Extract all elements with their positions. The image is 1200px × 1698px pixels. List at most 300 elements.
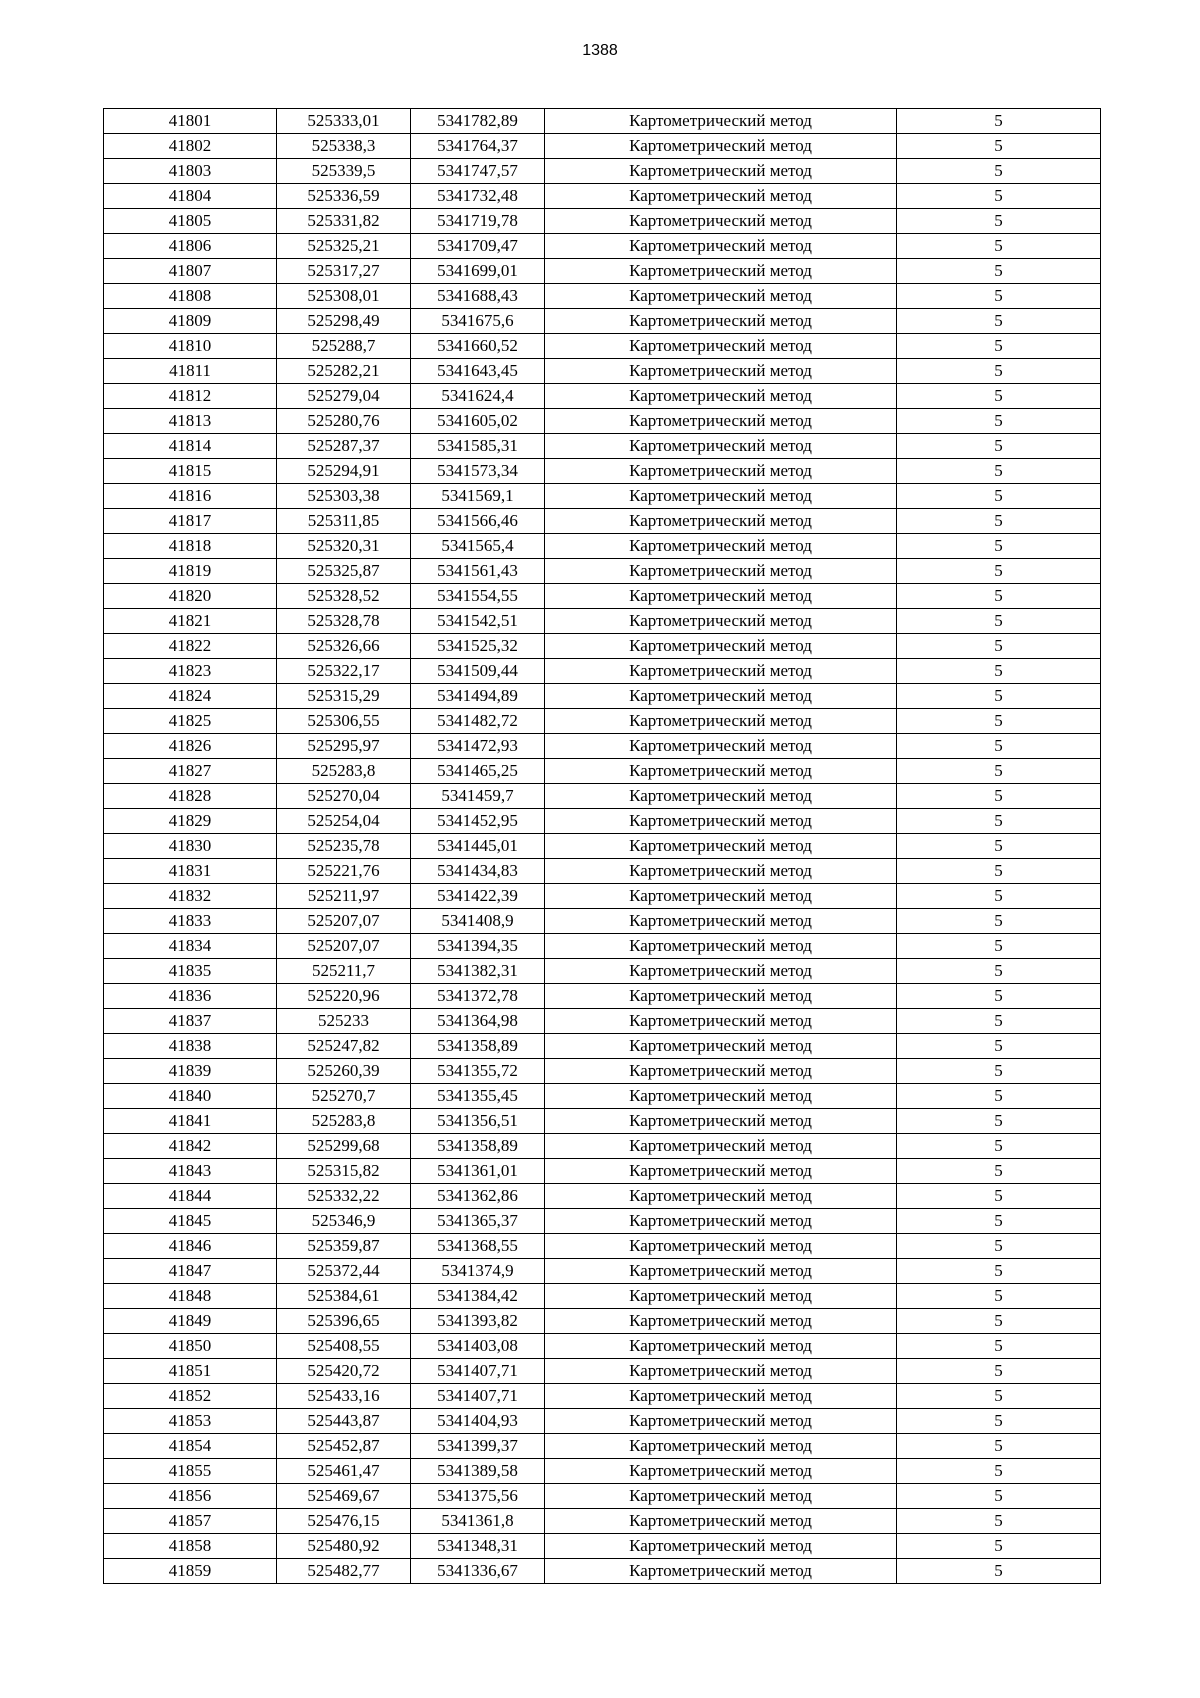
- table-row: [104, 1109, 1101, 1134]
- x-coordinate-cell: 525282,21: [277, 359, 411, 384]
- x-coordinate-cell: 525328,78: [277, 609, 411, 634]
- table-body: [104, 109, 1101, 1584]
- table-row: [104, 834, 1101, 859]
- y-coordinate-cell: 5341732,48: [411, 184, 545, 209]
- table-row: [104, 234, 1101, 259]
- accuracy-cell: 5: [897, 934, 1101, 959]
- y-coordinate-cell: 5341356,51: [411, 1109, 545, 1134]
- method-cell: Картометрический метод: [545, 1409, 897, 1434]
- method-cell: Картометрический метод: [545, 1159, 897, 1184]
- method-cell: Картометрический метод: [545, 584, 897, 609]
- x-coordinate-cell: 525322,17: [277, 659, 411, 684]
- x-coordinate-cell: 525315,82: [277, 1159, 411, 1184]
- point-number-cell: 41841: [104, 1109, 277, 1134]
- x-coordinate-cell: 525482,77: [277, 1559, 411, 1584]
- method-cell: Картометрический метод: [545, 884, 897, 909]
- y-coordinate-cell: 5341525,32: [411, 634, 545, 659]
- y-coordinate-cell: 5341362,86: [411, 1184, 545, 1209]
- table-row: [104, 259, 1101, 284]
- method-cell: Картометрический метод: [545, 1334, 897, 1359]
- method-cell: Картометрический метод: [545, 1059, 897, 1084]
- point-number-cell: 41807: [104, 259, 277, 284]
- x-coordinate-cell: 525211,7: [277, 959, 411, 984]
- point-number-cell: 41848: [104, 1284, 277, 1309]
- x-coordinate-cell: 525207,07: [277, 909, 411, 934]
- y-coordinate-cell: 5341660,52: [411, 334, 545, 359]
- point-number-cell: 41812: [104, 384, 277, 409]
- accuracy-cell: 5: [897, 359, 1101, 384]
- method-cell: Картометрический метод: [545, 1084, 897, 1109]
- method-cell: Картометрический метод: [545, 1234, 897, 1259]
- table-row: [104, 934, 1101, 959]
- accuracy-cell: 5: [897, 1334, 1101, 1359]
- method-cell: Картометрический метод: [545, 1534, 897, 1559]
- y-coordinate-cell: 5341336,67: [411, 1559, 545, 1584]
- method-cell: Картометрический метод: [545, 1384, 897, 1409]
- coordinates-table: [103, 108, 1101, 1584]
- point-number-cell: 41837: [104, 1009, 277, 1034]
- y-coordinate-cell: 5341482,72: [411, 709, 545, 734]
- method-cell: Картометрический метод: [545, 1484, 897, 1509]
- table-row: [104, 1009, 1101, 1034]
- x-coordinate-cell: 525346,9: [277, 1209, 411, 1234]
- x-coordinate-cell: 525332,22: [277, 1184, 411, 1209]
- table-row: [104, 459, 1101, 484]
- y-coordinate-cell: 5341393,82: [411, 1309, 545, 1334]
- point-number-cell: 41813: [104, 409, 277, 434]
- x-coordinate-cell: 525331,82: [277, 209, 411, 234]
- y-coordinate-cell: 5341372,78: [411, 984, 545, 1009]
- y-coordinate-cell: 5341675,6: [411, 309, 545, 334]
- y-coordinate-cell: 5341569,1: [411, 484, 545, 509]
- method-cell: Картометрический метод: [545, 609, 897, 634]
- x-coordinate-cell: 525469,67: [277, 1484, 411, 1509]
- table-row: [104, 1209, 1101, 1234]
- table-row: [104, 909, 1101, 934]
- point-number-cell: 41850: [104, 1334, 277, 1359]
- accuracy-cell: 5: [897, 1184, 1101, 1209]
- x-coordinate-cell: 525283,8: [277, 759, 411, 784]
- x-coordinate-cell: 525235,78: [277, 834, 411, 859]
- method-cell: Картометрический метод: [545, 434, 897, 459]
- point-number-cell: 41852: [104, 1384, 277, 1409]
- table-row: [104, 1559, 1101, 1584]
- table-row: [104, 1434, 1101, 1459]
- table-row: [104, 1259, 1101, 1284]
- y-coordinate-cell: 5341566,46: [411, 509, 545, 534]
- accuracy-cell: 5: [897, 284, 1101, 309]
- table-row: [104, 284, 1101, 309]
- x-coordinate-cell: 525408,55: [277, 1334, 411, 1359]
- table-row: [104, 484, 1101, 509]
- point-number-cell: 41820: [104, 584, 277, 609]
- y-coordinate-cell: 5341605,02: [411, 409, 545, 434]
- accuracy-cell: 5: [897, 1534, 1101, 1559]
- method-cell: Картометрический метод: [545, 709, 897, 734]
- method-cell: Картометрический метод: [545, 384, 897, 409]
- accuracy-cell: 5: [897, 884, 1101, 909]
- x-coordinate-cell: 525270,04: [277, 784, 411, 809]
- method-cell: Картометрический метод: [545, 934, 897, 959]
- table-row: [104, 434, 1101, 459]
- method-cell: Картометрический метод: [545, 1109, 897, 1134]
- x-coordinate-cell: 525308,01: [277, 284, 411, 309]
- y-coordinate-cell: 5341565,4: [411, 534, 545, 559]
- point-number-cell: 41803: [104, 159, 277, 184]
- point-number-cell: 41855: [104, 1459, 277, 1484]
- y-coordinate-cell: 5341472,93: [411, 734, 545, 759]
- method-cell: Картометрический метод: [545, 459, 897, 484]
- x-coordinate-cell: 525295,97: [277, 734, 411, 759]
- y-coordinate-cell: 5341404,93: [411, 1409, 545, 1434]
- x-coordinate-cell: 525333,01: [277, 109, 411, 134]
- y-coordinate-cell: 5341365,37: [411, 1209, 545, 1234]
- y-coordinate-cell: 5341509,44: [411, 659, 545, 684]
- accuracy-cell: 5: [897, 909, 1101, 934]
- x-coordinate-cell: 525280,76: [277, 409, 411, 434]
- method-cell: Картометрический метод: [545, 734, 897, 759]
- accuracy-cell: 5: [897, 484, 1101, 509]
- point-number-cell: 41831: [104, 859, 277, 884]
- accuracy-cell: 5: [897, 1259, 1101, 1284]
- y-coordinate-cell: 5341561,43: [411, 559, 545, 584]
- x-coordinate-cell: 525254,04: [277, 809, 411, 834]
- table-row: [104, 784, 1101, 809]
- table-row: [104, 809, 1101, 834]
- y-coordinate-cell: 5341445,01: [411, 834, 545, 859]
- accuracy-cell: 5: [897, 209, 1101, 234]
- x-coordinate-cell: 525247,82: [277, 1034, 411, 1059]
- point-number-cell: 41842: [104, 1134, 277, 1159]
- accuracy-cell: 5: [897, 1484, 1101, 1509]
- x-coordinate-cell: 525320,31: [277, 534, 411, 559]
- table-row: [104, 984, 1101, 1009]
- accuracy-cell: 5: [897, 784, 1101, 809]
- table-row: [104, 1484, 1101, 1509]
- table-row: [104, 1459, 1101, 1484]
- point-number-cell: 41825: [104, 709, 277, 734]
- method-cell: Картометрический метод: [545, 809, 897, 834]
- accuracy-cell: 5: [897, 159, 1101, 184]
- accuracy-cell: 5: [897, 584, 1101, 609]
- y-coordinate-cell: 5341361,01: [411, 1159, 545, 1184]
- y-coordinate-cell: 5341384,42: [411, 1284, 545, 1309]
- table-row: [104, 1409, 1101, 1434]
- point-number-cell: 41804: [104, 184, 277, 209]
- method-cell: Картометрический метод: [545, 134, 897, 159]
- x-coordinate-cell: 525207,07: [277, 934, 411, 959]
- y-coordinate-cell: 5341374,9: [411, 1259, 545, 1284]
- table-row: [104, 109, 1101, 134]
- table-row: [104, 659, 1101, 684]
- table-row: [104, 1359, 1101, 1384]
- table-row: [104, 309, 1101, 334]
- y-coordinate-cell: 5341407,71: [411, 1359, 545, 1384]
- x-coordinate-cell: 525359,87: [277, 1234, 411, 1259]
- method-cell: Картометрический метод: [545, 409, 897, 434]
- point-number-cell: 41806: [104, 234, 277, 259]
- point-number-cell: 41829: [104, 809, 277, 834]
- x-coordinate-cell: 525452,87: [277, 1434, 411, 1459]
- accuracy-cell: 5: [897, 1359, 1101, 1384]
- method-cell: Картометрический метод: [545, 1509, 897, 1534]
- y-coordinate-cell: 5341434,83: [411, 859, 545, 884]
- table-row: [104, 1084, 1101, 1109]
- y-coordinate-cell: 5341643,45: [411, 359, 545, 384]
- point-number-cell: 41805: [104, 209, 277, 234]
- y-coordinate-cell: 5341542,51: [411, 609, 545, 634]
- x-coordinate-cell: 525233: [277, 1009, 411, 1034]
- point-number-cell: 41840: [104, 1084, 277, 1109]
- table-row: [104, 334, 1101, 359]
- point-number-cell: 41832: [104, 884, 277, 909]
- accuracy-cell: 5: [897, 1209, 1101, 1234]
- point-number-cell: 41856: [104, 1484, 277, 1509]
- accuracy-cell: 5: [897, 634, 1101, 659]
- y-coordinate-cell: 5341452,95: [411, 809, 545, 834]
- point-number-cell: 41847: [104, 1259, 277, 1284]
- x-coordinate-cell: 525480,92: [277, 1534, 411, 1559]
- accuracy-cell: 5: [897, 459, 1101, 484]
- method-cell: Картометрический метод: [545, 359, 897, 384]
- method-cell: Картометрический метод: [545, 1459, 897, 1484]
- method-cell: Картометрический метод: [545, 184, 897, 209]
- accuracy-cell: 5: [897, 984, 1101, 1009]
- table-row: [104, 1334, 1101, 1359]
- y-coordinate-cell: 5341585,31: [411, 434, 545, 459]
- method-cell: Картометрический метод: [545, 909, 897, 934]
- y-coordinate-cell: 5341361,8: [411, 1509, 545, 1534]
- point-number-cell: 41826: [104, 734, 277, 759]
- x-coordinate-cell: 525294,91: [277, 459, 411, 484]
- point-number-cell: 41845: [104, 1209, 277, 1234]
- table-row: [104, 534, 1101, 559]
- y-coordinate-cell: 5341465,25: [411, 759, 545, 784]
- table-row: [104, 884, 1101, 909]
- point-number-cell: 41810: [104, 334, 277, 359]
- point-number-cell: 41808: [104, 284, 277, 309]
- method-cell: Картометрический метод: [545, 784, 897, 809]
- x-coordinate-cell: 525298,49: [277, 309, 411, 334]
- table-row: [104, 634, 1101, 659]
- y-coordinate-cell: 5341709,47: [411, 234, 545, 259]
- table-row: [104, 559, 1101, 584]
- x-coordinate-cell: 525443,87: [277, 1409, 411, 1434]
- y-coordinate-cell: 5341358,89: [411, 1134, 545, 1159]
- method-cell: Картометрический метод: [545, 1209, 897, 1234]
- x-coordinate-cell: 525336,59: [277, 184, 411, 209]
- x-coordinate-cell: 525433,16: [277, 1384, 411, 1409]
- x-coordinate-cell: 525315,29: [277, 684, 411, 709]
- point-number-cell: 41833: [104, 909, 277, 934]
- table-row: [104, 1309, 1101, 1334]
- accuracy-cell: 5: [897, 1309, 1101, 1334]
- accuracy-cell: 5: [897, 109, 1101, 134]
- y-coordinate-cell: 5341422,39: [411, 884, 545, 909]
- y-coordinate-cell: 5341407,71: [411, 1384, 545, 1409]
- point-number-cell: 41815: [104, 459, 277, 484]
- table-row: [104, 184, 1101, 209]
- y-coordinate-cell: 5341494,89: [411, 684, 545, 709]
- accuracy-cell: 5: [897, 1384, 1101, 1409]
- point-number-cell: 41849: [104, 1309, 277, 1334]
- table-row: [104, 1134, 1101, 1159]
- y-coordinate-cell: 5341573,34: [411, 459, 545, 484]
- table-row: [104, 384, 1101, 409]
- y-coordinate-cell: 5341368,55: [411, 1234, 545, 1259]
- accuracy-cell: 5: [897, 509, 1101, 534]
- table-row: [104, 859, 1101, 884]
- accuracy-cell: 5: [897, 684, 1101, 709]
- table-row: [104, 684, 1101, 709]
- x-coordinate-cell: 525306,55: [277, 709, 411, 734]
- method-cell: Картометрический метод: [545, 759, 897, 784]
- method-cell: Картометрический метод: [545, 684, 897, 709]
- table-row: [104, 584, 1101, 609]
- method-cell: Картометрический метод: [545, 509, 897, 534]
- point-number-cell: 41843: [104, 1159, 277, 1184]
- method-cell: Картометрический метод: [545, 1259, 897, 1284]
- point-number-cell: 41830: [104, 834, 277, 859]
- method-cell: Картометрический метод: [545, 559, 897, 584]
- table-row: [104, 1509, 1101, 1534]
- table-row: [104, 159, 1101, 184]
- table-row: [104, 359, 1101, 384]
- point-number-cell: 41817: [104, 509, 277, 534]
- table-row: [104, 759, 1101, 784]
- table-row: [104, 709, 1101, 734]
- point-number-cell: 41858: [104, 1534, 277, 1559]
- accuracy-cell: 5: [897, 709, 1101, 734]
- y-coordinate-cell: 5341688,43: [411, 284, 545, 309]
- y-coordinate-cell: 5341364,98: [411, 1009, 545, 1034]
- table-row: [104, 1534, 1101, 1559]
- x-coordinate-cell: 525211,97: [277, 884, 411, 909]
- accuracy-cell: 5: [897, 759, 1101, 784]
- x-coordinate-cell: 525288,7: [277, 334, 411, 359]
- point-number-cell: 41857: [104, 1509, 277, 1534]
- accuracy-cell: 5: [897, 1134, 1101, 1159]
- accuracy-cell: 5: [897, 234, 1101, 259]
- y-coordinate-cell: 5341394,35: [411, 934, 545, 959]
- accuracy-cell: 5: [897, 384, 1101, 409]
- accuracy-cell: 5: [897, 1159, 1101, 1184]
- y-coordinate-cell: 5341375,56: [411, 1484, 545, 1509]
- x-coordinate-cell: 525476,15: [277, 1509, 411, 1534]
- point-number-cell: 41836: [104, 984, 277, 1009]
- x-coordinate-cell: 525325,87: [277, 559, 411, 584]
- table-row: [104, 959, 1101, 984]
- table-row: [104, 1059, 1101, 1084]
- point-number-cell: 41835: [104, 959, 277, 984]
- point-number-cell: 41844: [104, 1184, 277, 1209]
- point-number-cell: 41828: [104, 784, 277, 809]
- point-number-cell: 41851: [104, 1359, 277, 1384]
- point-number-cell: 41846: [104, 1234, 277, 1259]
- x-coordinate-cell: 525299,68: [277, 1134, 411, 1159]
- table-row: [104, 209, 1101, 234]
- method-cell: Картометрический метод: [545, 109, 897, 134]
- accuracy-cell: 5: [897, 734, 1101, 759]
- accuracy-cell: 5: [897, 409, 1101, 434]
- table-row: [104, 134, 1101, 159]
- y-coordinate-cell: 5341782,89: [411, 109, 545, 134]
- method-cell: Картометрический метод: [545, 1309, 897, 1334]
- point-number-cell: 41819: [104, 559, 277, 584]
- x-coordinate-cell: 525283,8: [277, 1109, 411, 1134]
- method-cell: Картометрический метод: [545, 984, 897, 1009]
- accuracy-cell: 5: [897, 1234, 1101, 1259]
- accuracy-cell: 5: [897, 609, 1101, 634]
- table-row: [104, 1034, 1101, 1059]
- y-coordinate-cell: 5341747,57: [411, 159, 545, 184]
- y-coordinate-cell: 5341624,4: [411, 384, 545, 409]
- method-cell: Картометрический метод: [545, 959, 897, 984]
- y-coordinate-cell: 5341459,7: [411, 784, 545, 809]
- method-cell: Картометрический метод: [545, 534, 897, 559]
- table-row: [104, 1234, 1101, 1259]
- x-coordinate-cell: 525325,21: [277, 234, 411, 259]
- method-cell: Картометрический метод: [545, 659, 897, 684]
- accuracy-cell: 5: [897, 834, 1101, 859]
- point-number-cell: 41853: [104, 1409, 277, 1434]
- method-cell: Картометрический метод: [545, 234, 897, 259]
- x-coordinate-cell: 525328,52: [277, 584, 411, 609]
- accuracy-cell: 5: [897, 434, 1101, 459]
- x-coordinate-cell: 525221,76: [277, 859, 411, 884]
- accuracy-cell: 5: [897, 1459, 1101, 1484]
- table-row: [104, 1184, 1101, 1209]
- point-number-cell: 41823: [104, 659, 277, 684]
- accuracy-cell: 5: [897, 534, 1101, 559]
- method-cell: Картометрический метод: [545, 209, 897, 234]
- method-cell: Картометрический метод: [545, 309, 897, 334]
- x-coordinate-cell: 525270,7: [277, 1084, 411, 1109]
- point-number-cell: 41827: [104, 759, 277, 784]
- method-cell: Картометрический метод: [545, 284, 897, 309]
- accuracy-cell: 5: [897, 309, 1101, 334]
- method-cell: Картометрический метод: [545, 834, 897, 859]
- x-coordinate-cell: 525396,65: [277, 1309, 411, 1334]
- method-cell: Картометрический метод: [545, 1009, 897, 1034]
- point-number-cell: 41821: [104, 609, 277, 634]
- y-coordinate-cell: 5341389,58: [411, 1459, 545, 1484]
- y-coordinate-cell: 5341403,08: [411, 1334, 545, 1359]
- method-cell: Картометрический метод: [545, 1559, 897, 1584]
- accuracy-cell: 5: [897, 559, 1101, 584]
- table-row: [104, 1284, 1101, 1309]
- x-coordinate-cell: 525338,3: [277, 134, 411, 159]
- accuracy-cell: 5: [897, 1434, 1101, 1459]
- method-cell: Картометрический метод: [545, 1184, 897, 1209]
- y-coordinate-cell: 5341399,37: [411, 1434, 545, 1459]
- point-number-cell: 41859: [104, 1559, 277, 1584]
- y-coordinate-cell: 5341355,72: [411, 1059, 545, 1084]
- method-cell: Картометрический метод: [545, 1434, 897, 1459]
- accuracy-cell: 5: [897, 1084, 1101, 1109]
- point-number-cell: 41854: [104, 1434, 277, 1459]
- accuracy-cell: 5: [897, 1059, 1101, 1084]
- x-coordinate-cell: 525303,38: [277, 484, 411, 509]
- method-cell: Картометрический метод: [545, 1284, 897, 1309]
- point-number-cell: 41838: [104, 1034, 277, 1059]
- method-cell: Картометрический метод: [545, 634, 897, 659]
- accuracy-cell: 5: [897, 659, 1101, 684]
- accuracy-cell: 5: [897, 1559, 1101, 1584]
- point-number-cell: 41824: [104, 684, 277, 709]
- point-number-cell: 41801: [104, 109, 277, 134]
- x-coordinate-cell: 525326,66: [277, 634, 411, 659]
